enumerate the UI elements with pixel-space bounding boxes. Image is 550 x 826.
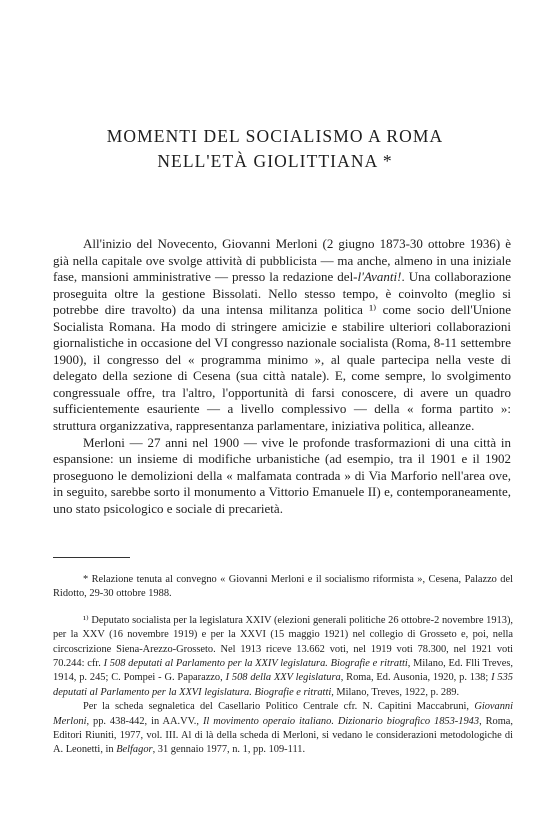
body-paragraph-1-part-a: All'inizio del Novecento, Giovanni Merloni (2 giugno 1873-30 ottobre 1936) è già nella capitale ove svolge attività di pubblicista — ma anche, almeno in una iniziale fase, mansioni amministrative — presso la redazione del- [53,236,511,285]
footnote-1-part-a: ¹⁾ Deputato socialista per la legislatura XXIV (elezioni generali politiche 26 ottobre-2 novembre 1913), per la XXV (16 novembre 1919) e per la XXVI (15 maggio 1921) nel collegio di Grosseto e, poi, nella circoscrizione Siena-Arezzo-Grosseto. Nel 1913 riceve 13.662 voti, nel 1919 voti 78.300, nel 1921 voti 70.244: cfr. [53,614,513,670]
footnote-1-continued [53,700,513,758]
footnote-1b-work-2: Il movimento operaio italiano. Dizionario biografico 1853-1943 [202,715,480,727]
footnote-star: * Relazione tenuta al convegno « Giovanni Merloni e il socialismo riformista », Cesena, Palazzo del Ridotto, 29-30 ottobre 1988. [53,574,513,600]
footnote-1-part-b: , Milano, Ed. Flli Treves, 1914, p. 245; C. Pompei - G. Paparazzo, [53,658,513,684]
footnote-1-work-3: I 535 deputati al Parlamento per la XXVI legislatura. Biografie e ritratti [53,672,513,698]
footnotes [53,573,513,758]
footnote-1-part-c: , Roma, Ed. Ausonia, 1920, p. 138; [340,672,492,684]
title-line-2: NELL'ETÀ GIOLITTIANA * [157,151,393,171]
title-line-1: MOMENTI DEL SOCIALISMO A ROMA [106,126,444,146]
footnote-1b-part-c: , Roma, Editori Riuniti, 1977, vol. III. Al di là della scheda di Merloni, si vedano le considerazioni metodologiche di A. Leonetti, in [53,715,514,756]
footnote-1b-part-b: , pp. 438-442, in AA.VV., [86,715,203,727]
footnote-1 [53,614,513,700]
avanti-title: l'Avanti! [357,269,402,285]
footnote-1-work-1: I 508 deputati al Parlamento per la XXIV legislatura. Biografie e ritratti [103,658,408,670]
article-body [53,236,511,517]
body-paragraph-1-part-b: . Una collaborazione proseguita oltre la gestione Bissolati. Nello stesso tempo, è coinvolto (meglio si potrebbe dire travolto) da una intensa militanza politica ¹⁾ come socio dell'Unione Socialista Romana. Ha modo di stringere amicizie e stabilire ulteriori collaborazioni giornalistiche in occasione del VI congresso nazionale socialista (Roma, 8-11 settembre 1900), il congresso del « programma minimo », al quale partecipa nella veste di delegato della sezione di Cesena (sua città natale). E, come sempre, lo svolgimento congressuale offre, tra l'altro, l'opportunità di farsi conoscere, di avere un quadro sufficientemente esauriente — a livello complessivo — della « forma partito »: struttura organizzativa, rappresentanza parlamentare, iniziativa politica, alleanze. [53,269,511,434]
body-paragraph-1 [53,236,511,435]
article-title [0,124,550,174]
body-paragraph-2: Merloni — 27 anni nel 1900 — vive le profonde trasformazioni di una città in espansione: un insieme di modifiche urbanistiche (ad esempio, tra il 1901 e il 1902 proseguono le demolizioni della « malfamata contrada » di Via Marforio nell'area ove, in seguito, sarebbe sorto il monumento a Vittorio Emanuele II) e, contemporaneamente, uno stato psicologico e sociale di precarietà. [53,434,511,516]
footnote-1-part-d: , Milano, Treves, 1922, p. 289. [331,686,460,698]
footnote-1b-part-a: Per la scheda segnaletica del Casellario Politico Centrale cfr. N. Capitini Maccabruni, [83,701,475,713]
footnote-1b-part-d: , 31 gennaio 1977, n. 1, pp. 109-111. [152,744,306,756]
footnote-1-work-2: I 508 della XXV legislatura [225,672,341,684]
footnote-1b-work-3: Belfagor [116,744,153,756]
footnote-1b-work-1: Giovanni Merloni [53,701,513,727]
footnote-separator [53,557,130,558]
